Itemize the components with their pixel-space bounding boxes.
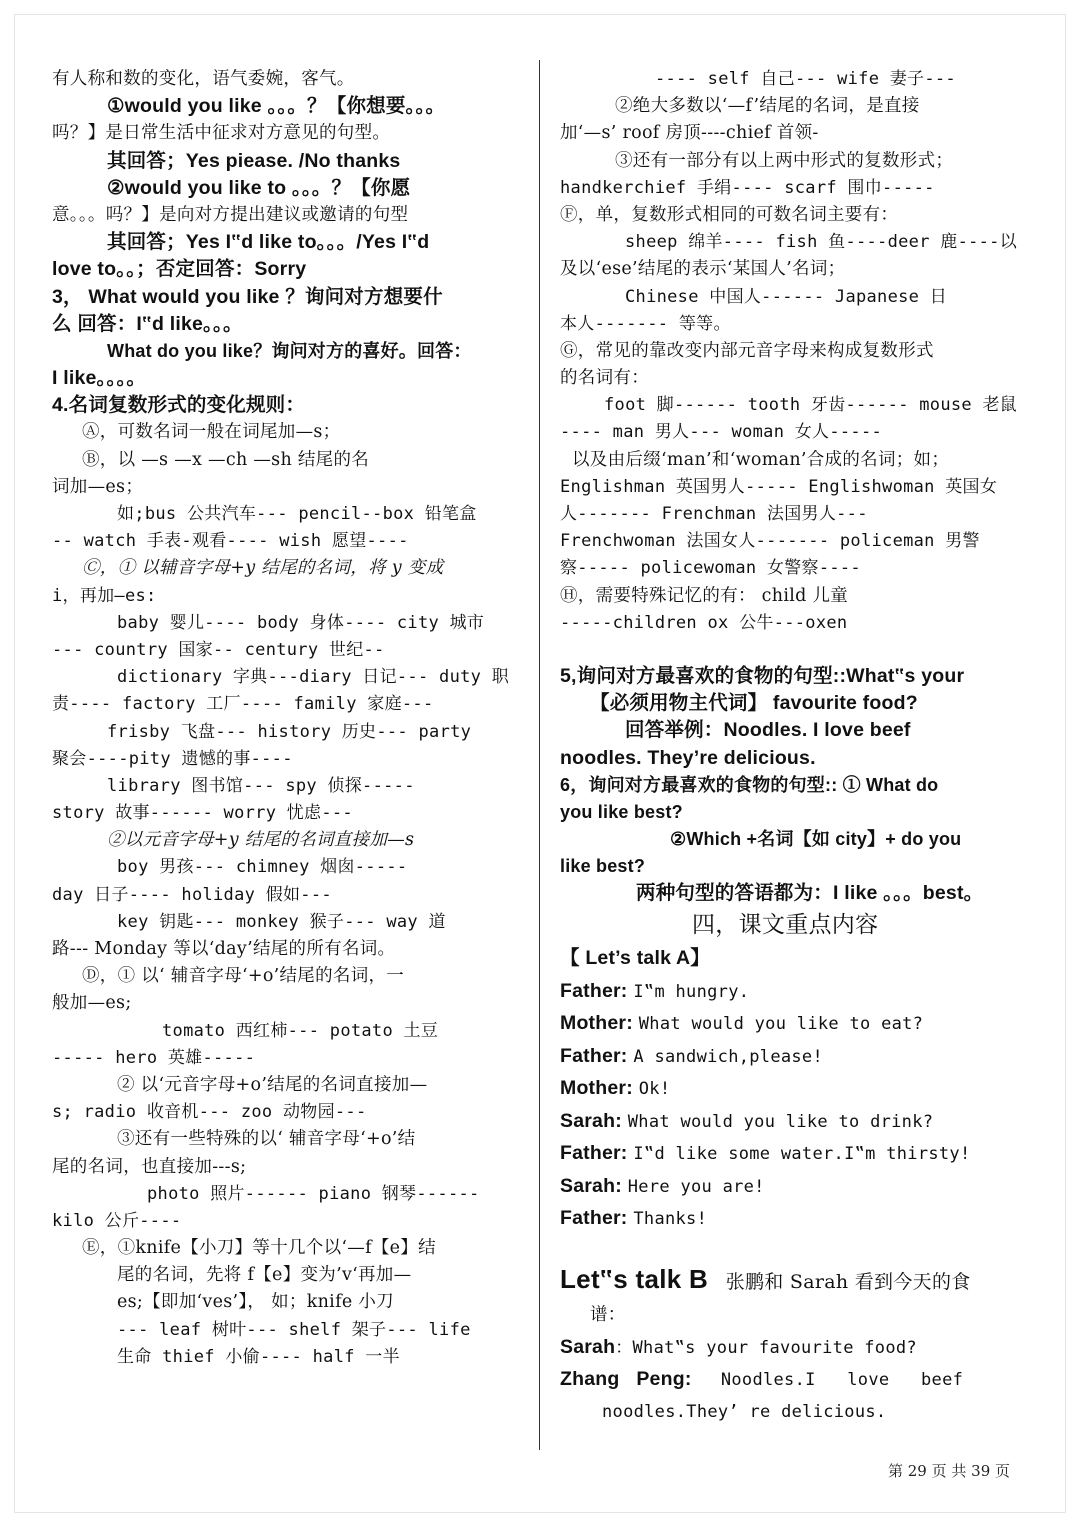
- talk-a-title: 【 Let’s talk A】: [560, 946, 711, 969]
- rule-a: Ⓐ，可数名词一般在词尾加—s；: [82, 422, 341, 443]
- text-line: 加‘—s’ roof 房顶----chief 首领-: [560, 123, 819, 144]
- speaker: Father:: [560, 979, 628, 1002]
- text-line: --- leaf 树叶--- shelf 架子--- life: [117, 1319, 471, 1340]
- text-line: 两种句型的答语都为：I like 。。。best。: [636, 882, 984, 905]
- left-column: [52, 66, 522, 1371]
- speaker: Sarah:: [560, 1109, 622, 1132]
- speaker: Father:: [560, 1142, 628, 1165]
- text-line: 的名词有：: [560, 368, 649, 389]
- text-line: 3， What would you like ？询问对方想要什: [52, 285, 443, 308]
- text-line: key 钥匙--- monkey 猴子--- way 道: [117, 911, 446, 932]
- rule-e: Ⓔ，①knife【小刀】等十几个以‘—f【e】结: [82, 1238, 436, 1259]
- text-line: day 日子---- holiday 假如---: [52, 884, 332, 905]
- text-line: Chinese 中国人------ Japanese 日: [625, 286, 948, 307]
- rule-d: Ⓓ，① 以‘ 辅音字母‘+o’结尾的名词，一: [82, 966, 405, 987]
- text-line: ③还有一些特殊的以‘ 辅音字母‘+o’结: [117, 1129, 416, 1150]
- utterance: What would you like to drink?: [627, 1111, 934, 1132]
- text-line: ---- self 自己--- wife 妻子---: [655, 69, 956, 89]
- rule-h: Ⓗ，需要特殊记忆的有： child 儿童: [560, 585, 849, 606]
- text-line: you like best?: [560, 801, 683, 822]
- text-line: ---- man 男人--- woman 女人-----: [560, 422, 883, 443]
- text-line: noodles. They’re delicious.: [560, 746, 816, 769]
- text-line: es;【即加‘ves’】， 如；knife 小刀: [117, 1292, 394, 1313]
- text-line: 回答举例：Noodles. I love beef: [625, 719, 911, 742]
- text-line: 责---- factory 工厂---- family 家庭---: [52, 694, 434, 715]
- utterance: A sandwich,please!: [633, 1046, 824, 1067]
- text-line: I like。。。。: [52, 367, 147, 390]
- text-line: 意。。。吗？】是向对方提出建议或邀请的句型: [52, 204, 409, 225]
- dialog-line: [560, 1072, 1032, 1105]
- text-line: 以及由后缀‘man’和‘woman’合成的名词；如；: [572, 449, 950, 470]
- text-line: 吗？】是日常生活中征求对方意见的句型。: [52, 123, 391, 144]
- text-line: 本人------- 等等。: [560, 313, 731, 334]
- dialog-line: [560, 1105, 1032, 1138]
- text-line: story 故事------ worry 忧虑---: [52, 803, 353, 824]
- text-line: 聚会----pity 遗憾的事----: [52, 748, 293, 769]
- section-heading: 4.名词复数形式的变化规则：: [52, 394, 306, 417]
- talk-b-title: Let‟s talk B: [560, 1263, 709, 1294]
- text-line: 如;bus 公共汽车--- pencil--box 铅笔盒: [117, 504, 477, 524]
- section-heading: 5,询问对方最喜欢的食物的句型::What‟s your: [560, 664, 965, 687]
- text-line: 其回答；Yes piease. /No thanks: [107, 149, 401, 172]
- utterance: Noodles.I love beef: [720, 1370, 964, 1391]
- text-line: dictionary 字典---diary 日记--- duty 职: [117, 667, 510, 688]
- utterance: What would you like to eat?: [638, 1014, 924, 1035]
- rule-f: Ⓕ，单，复数形式相同的可数名词主要有：: [560, 204, 899, 225]
- text-line: Frenchwoman 法国女人------- policeman 男警: [560, 531, 980, 552]
- dialog-line: [560, 1040, 1032, 1073]
- speaker: Sarah:: [560, 1174, 622, 1197]
- dialog-line: [560, 1007, 1032, 1040]
- text-line: handkerchief 手绢---- scarf 围巾-----: [560, 177, 935, 198]
- section-heading: 6，询问对方最喜欢的食物的句型:: ① What do: [560, 774, 939, 795]
- text-line: 察----- policewoman 女警察----: [560, 558, 861, 579]
- dialog-line: [560, 1331, 1032, 1364]
- speaker: Father:: [560, 1207, 628, 1230]
- utterance: noodles.They’ re delicious.: [602, 1401, 887, 1422]
- text-line: ②绝大多数以‘—f’结尾的名词，是直接: [615, 96, 920, 117]
- right-column: [560, 66, 1032, 1428]
- rule-b: Ⓑ，以 —s —x —ch —sh 结尾的名: [82, 449, 370, 470]
- dialog-line: [560, 1202, 1032, 1235]
- text-line: Englishman 英国男人----- Englishwoman 英国女: [560, 476, 998, 497]
- text-line: ②would you like to 。。。？【你愿: [107, 176, 411, 199]
- text-line: -----children ox 公牛---oxen: [560, 612, 848, 633]
- speaker: Sarah: [560, 1335, 616, 1358]
- text-line: 路--- Monday 等以‘day’结尾的所有名词。: [52, 939, 396, 959]
- utterance: I‟m hungry.: [633, 981, 750, 1002]
- text-line: foot 脚------ tooth 牙齿------ mouse 老鼠: [604, 395, 1018, 416]
- text-line: i，再加—es:: [52, 585, 157, 606]
- text-line: boy 男孩--- chimney 烟囱-----: [117, 857, 408, 878]
- dialog-line: [560, 1170, 1032, 1203]
- text-line: --- country 国家-- century 世纪--: [52, 639, 385, 660]
- text-line: 尾的名词，也直接加---s;: [52, 1156, 247, 1177]
- dialog-line: [560, 975, 1032, 1008]
- text-line: 词加—es；: [52, 476, 144, 497]
- text-line: 【必须用物主代词】 favourite food?: [590, 692, 918, 715]
- text-line: 般加—es;: [52, 993, 132, 1014]
- talk-b-heading: [560, 1259, 1032, 1299]
- text-line: ①would you like 。。。？【你想要。。。: [107, 95, 446, 118]
- rule-c: Ⓒ，① 以辅音字母+y 结尾的名词，将 y 变成: [82, 558, 444, 579]
- utterance: ：What‟s your favourite food?: [615, 1337, 917, 1358]
- utterance: Ok!: [638, 1079, 671, 1100]
- text-line: frisby 飞盘--- history 历史--- party: [107, 721, 472, 742]
- column-divider: [539, 60, 540, 1450]
- text-line: 么 回答：I‟d like。。。: [52, 312, 243, 335]
- text-line: What do you like？询问对方的喜好。回答：: [107, 340, 472, 361]
- text-line: tomato 西红柿--- potato 土豆: [162, 1020, 439, 1041]
- dialog-line: [560, 1137, 1032, 1170]
- text-line: 尾的名词，先将 f【e】变为’v‘再加—: [117, 1265, 412, 1286]
- speaker: Mother:: [560, 1077, 633, 1100]
- text-line: 及以‘ese’结尾的表示‘某国人’名词；: [560, 259, 846, 280]
- speaker: Father:: [560, 1044, 628, 1067]
- text-line: ③还有一部分有以上两中形式的复数形式；: [615, 150, 954, 171]
- page-footer: 第 29 页 共 39 页: [888, 1462, 1011, 1480]
- text-line: ② 以‘元音字母+o’结尾的名词直接加—: [117, 1074, 428, 1095]
- dialog-line: [560, 1363, 1032, 1396]
- speaker: Mother:: [560, 1012, 633, 1035]
- text-line: ②以元音字母+y 结尾的名词直接加—s: [107, 830, 415, 851]
- text-line: kilo 公斤----: [52, 1210, 182, 1231]
- talk-b-intro: 张鹏和 Sarah 看到今天的食: [725, 1270, 971, 1293]
- lesson-heading: 四，课文重点内容: [692, 911, 879, 938]
- rule-g: Ⓖ，常见的靠改变内部元音字母来构成复数形式: [560, 340, 934, 361]
- text-line: 生命 thief 小偷---- half 一半: [117, 1346, 400, 1367]
- text-line: sheep 绵羊---- fish 鱼----deer 鹿----以: [625, 232, 1018, 253]
- utterance: I‟d like some water.I‟m thirsty!: [633, 1144, 971, 1165]
- text-line: ②Which +名词【如 city】+ do you: [670, 829, 962, 850]
- text-line: 谱：: [590, 1304, 626, 1325]
- text-line: like best?: [560, 856, 646, 877]
- text-line: baby 婴儿---- body 身体---- city 城市: [117, 612, 485, 633]
- speaker: Zhang Peng:: [560, 1368, 692, 1391]
- text-line: love to。。；否定回答：Sorry: [52, 258, 307, 281]
- text-line: -- watch 手表-观看---- wish 愿望----: [52, 531, 409, 552]
- text-line: 人------- Frenchman 法国男人---: [560, 504, 868, 524]
- text-line: 有人称和数的变化，语气委婉，客气。: [52, 69, 355, 89]
- text-line: 其回答；Yes I‟d like to。。。/Yes I‟d: [107, 231, 430, 254]
- text-line: photo 照片------ piano 钢琴------: [147, 1183, 480, 1204]
- text-line: s; radio 收音机--- zoo 动物园---: [52, 1102, 367, 1123]
- utterance: Here you are!: [627, 1176, 765, 1197]
- text-line: ----- hero 英雄-----: [52, 1047, 256, 1068]
- utterance: Thanks!: [633, 1209, 708, 1230]
- text-line: library 图书馆--- spy 侦探-----: [107, 775, 415, 796]
